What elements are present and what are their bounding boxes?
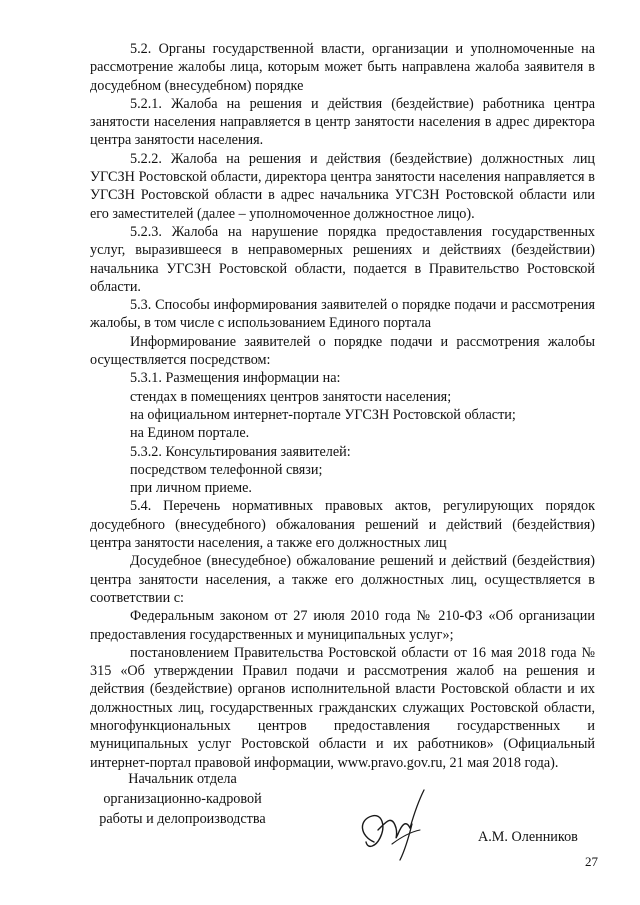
document-body (90, 40, 595, 772)
list-item-stands: стендах в помещениях центров занятости населения; (130, 388, 452, 405)
paragraph-informing: Информирование заявителей о порядке подачи и рассмотрения жалобы осуществляется посредством: (90, 333, 595, 369)
signatory-name: А.М. Оленников (478, 829, 578, 845)
list-item-phone: посредством телефонной связи; (130, 461, 323, 478)
paragraph-5-2: 5.2. Органы государственной власти, организации и уполномоченные на рассмотрение жалобы лица, которым может быть направлена жалоба заявителя в досудебном (внесудебном) порядке (90, 41, 595, 94)
list-item-personal: при личном приеме. (130, 480, 252, 497)
signatory-position (80, 769, 285, 829)
page-number: 27 (585, 854, 598, 869)
list-item-unified-portal: на Едином портале. (130, 425, 250, 442)
position-line: Начальник отдела (128, 771, 237, 787)
position-line: организационно-кадровой (103, 791, 262, 807)
paragraph-federal-law: Федеральным законом от 27 июля 2010 года № 210-ФЗ «Об организации предоставления государственных и муниципальных услуг»; (90, 608, 595, 643)
paragraph-5-2-1: 5.2.1. Жалоба на решения и действия (бездействие) работника центра занятости населения направляется в центр занятости населения в адрес директора центра занятости населения. (90, 95, 595, 149)
paragraph-5-2-2: 5.2.2. Жалоба на решения и действия (бездействие) должностных лиц УГСЗН Ростовской области, директора центра занятости населения направляется в УГСЗН Ростовской области в адрес начальника УГСЗН Ростовской области или его заместителей (далее – уполномоченное должностное лицо). (90, 150, 595, 222)
paragraph-5-3: 5.3. Способы информирования заявителей о порядке подачи и рассмотрения жалобы, в том числе с использованием Единого портала (90, 297, 595, 332)
paragraph-appeal: Досудебное (внесудебное) обжалование решений и действий (бездействия) центра занятости населения, а также его должностных лиц, осуществляется в соответствии с: (90, 553, 595, 606)
list-item-official-portal: на официальном интернет-портале УГСЗН Ростовской области; (130, 406, 516, 423)
paragraph-5-3-1: 5.3.1. Размещения информации на: (130, 370, 341, 387)
handwritten-signature-icon (352, 784, 432, 862)
position-line: работы и делопроизводства (99, 811, 266, 827)
paragraph-resolution: постановлением Правительства Ростовской области от 16 мая 2018 года № 315 «Об утверждении Правил подачи и рассмотрения жалоб на решения и действия (бездействие) органов исполнительной власти Ростовской области и их должностных лиц, государственных гражданских служащих Ростовской области, многофункциональных центров предоставления государственных и муниципальных услуг Ростовской области и их работников» (Официальный интернет-портал правовой информации, www.pravo.gov.ru, 21 мая 2018 года). (90, 644, 595, 771)
paragraph-5-3-2: 5.3.2. Консультирования заявителей: (130, 443, 351, 460)
paragraph-5-4: 5.4. Перечень нормативных правовых актов, регулирующих порядок досудебного (внесудебного) обжалования решений и действий (бездействия) центра занятости населения, а также его должностных лиц (90, 498, 595, 552)
paragraph-5-2-3: 5.2.3. Жалоба на нарушение порядка предоставления государственных услуг, выразившееся в неправомерных решениях и действиях (бездействии) начальника УГСЗН Ростовской области, подается в Правительство Ростовской области. (90, 223, 595, 295)
